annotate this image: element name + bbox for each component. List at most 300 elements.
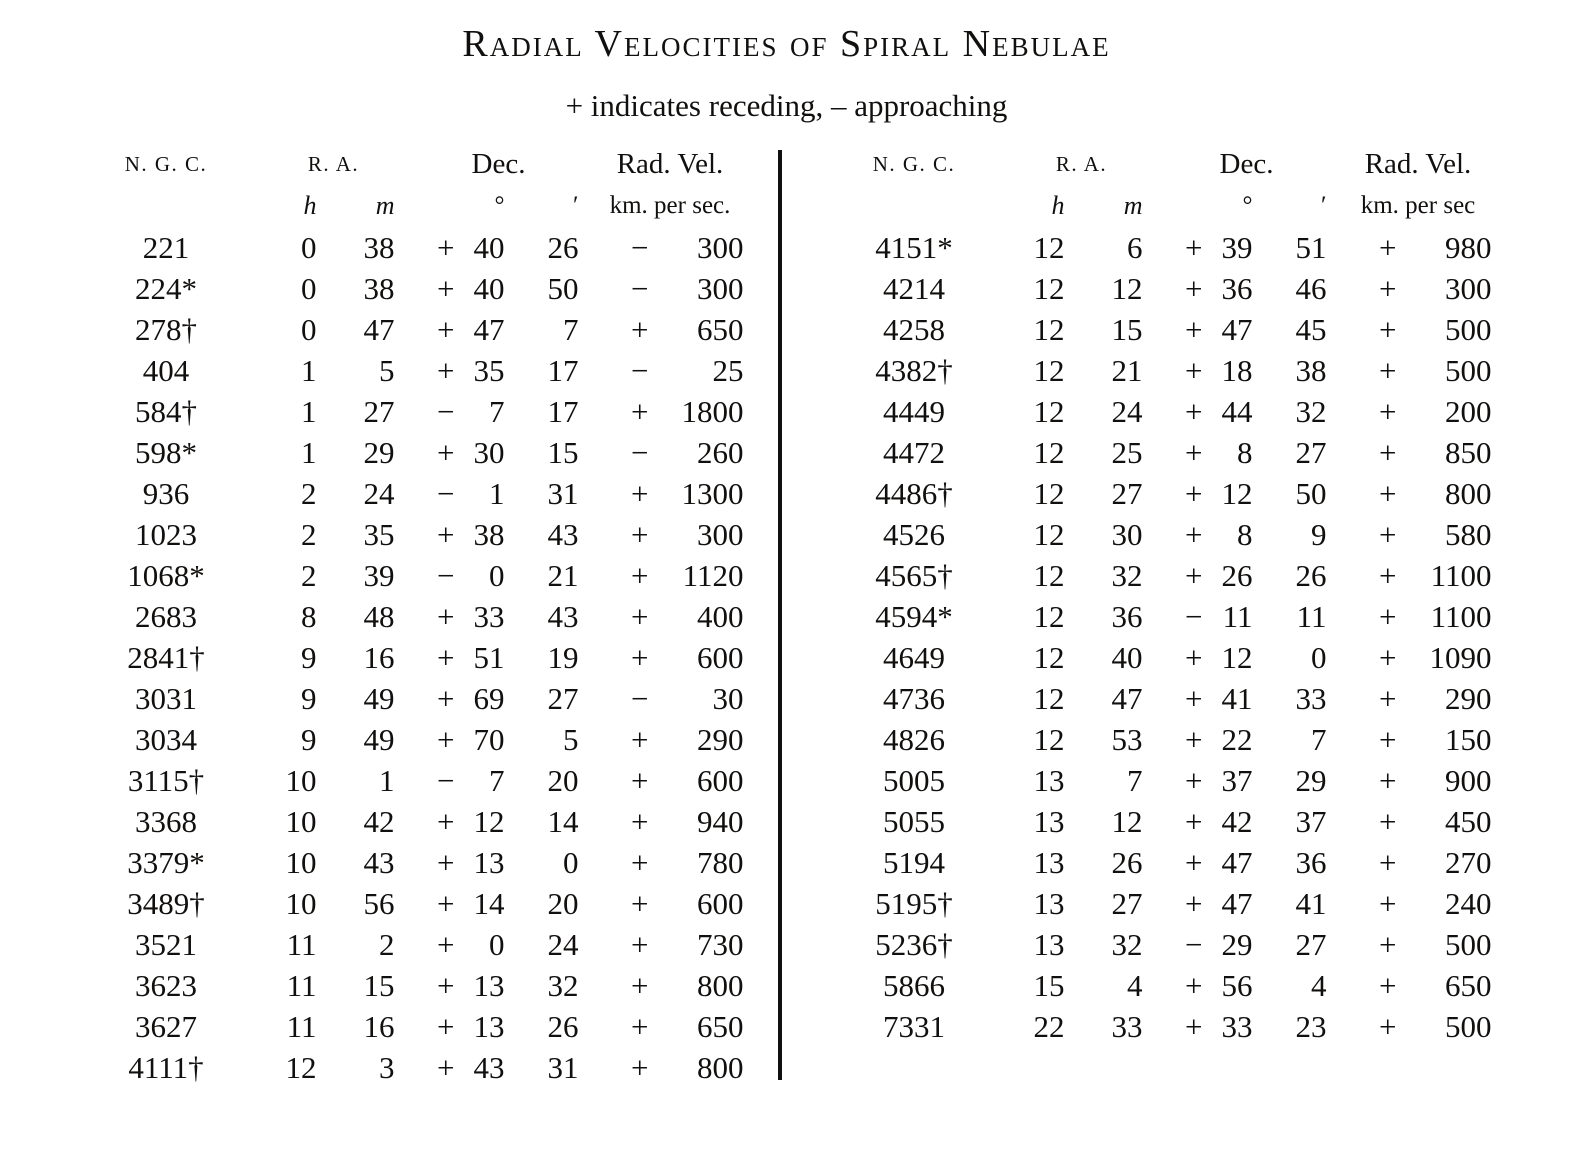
table-row	[74, 719, 752, 760]
tables-container	[0, 144, 1573, 1088]
cell-radvel-value: 1300	[681, 476, 744, 511]
table-row	[822, 555, 1500, 596]
table-row	[822, 924, 1500, 965]
cell-ngc: 4449	[883, 394, 945, 429]
cell-dec-sign: +	[437, 804, 455, 839]
table-row	[74, 309, 752, 350]
cell-ra-hours: 15	[1033, 968, 1065, 1003]
cell-dec-arcmin: 51	[1295, 230, 1327, 265]
cell-ra-hours: 10	[285, 886, 317, 921]
cell-ra-minutes: 24	[1111, 394, 1143, 429]
cell-dec-degrees: 0	[489, 927, 505, 962]
cell-radvel-value: 260	[697, 435, 744, 470]
table-row	[822, 1006, 1500, 1047]
cell-radvel-value: 500	[1445, 312, 1492, 347]
cell-ra-hours: 13	[1033, 845, 1065, 880]
cell-dec-arcmin: 26	[1295, 558, 1327, 593]
cell-ngc: 1023	[135, 517, 197, 552]
cell-dec-sign: +	[1185, 312, 1203, 347]
cell-dec-degrees: 51	[473, 640, 505, 675]
cell-ra-hours: 2	[301, 476, 317, 511]
cell-ra-hours: 12	[1033, 353, 1065, 388]
header-ra: R. A.	[1055, 152, 1108, 176]
cell-dec-arcmin: 0	[563, 845, 579, 880]
cell-dec-degrees: 41	[1221, 681, 1253, 716]
cell-radvel-sign: +	[1379, 804, 1397, 839]
cell-ngc: 598*	[135, 435, 197, 470]
cell-radvel-value: 270	[1445, 845, 1492, 880]
cell-radvel-sign: +	[1379, 968, 1397, 1003]
cell-dec-degrees: 7	[489, 394, 505, 429]
cell-ngc: 4382†	[875, 353, 953, 388]
cell-ngc: 4826	[883, 722, 945, 757]
cell-ngc: 7331	[883, 1009, 945, 1044]
cell-radvel-value: 800	[697, 1050, 744, 1085]
table-row	[822, 842, 1500, 883]
header-dec-sign	[409, 185, 455, 227]
header-ngc-sub	[74, 185, 259, 227]
cell-radvel-sign: +	[1379, 722, 1397, 757]
cell-dec-sign: +	[437, 230, 455, 265]
table-row	[74, 555, 752, 596]
right-header-row-main	[822, 144, 1500, 185]
cell-ngc: 3368	[135, 804, 197, 839]
table-row	[74, 1006, 752, 1047]
cell-ra-hours: 13	[1033, 927, 1065, 962]
cell-radvel-sign: +	[1379, 681, 1397, 716]
cell-dec-degrees: 11	[1222, 599, 1253, 634]
left-header-row-main	[74, 144, 752, 185]
cell-ra-hours: 12	[1033, 312, 1065, 347]
cell-radvel-value: 730	[697, 927, 744, 962]
cell-ra-minutes: 4	[1127, 968, 1143, 1003]
cell-ra-hours: 0	[301, 230, 317, 265]
cell-ra-hours: 12	[1033, 394, 1065, 429]
cell-ngc: 5055	[883, 804, 945, 839]
cell-radvel-sign: +	[1379, 886, 1397, 921]
cell-dec-degrees: 7	[489, 763, 505, 798]
cell-radvel-value: 240	[1445, 886, 1492, 921]
cell-dec-sign: +	[1185, 722, 1203, 757]
cell-dec-sign: +	[1185, 968, 1203, 1003]
cell-radvel-value: 300	[1445, 271, 1492, 306]
cell-dec-degrees: 36	[1221, 271, 1253, 306]
cell-radvel-sign: +	[1379, 845, 1397, 880]
table-row	[822, 268, 1500, 309]
left-table-body	[74, 227, 752, 1088]
cell-ra-minutes: 56	[363, 886, 395, 921]
cell-radvel-sign: +	[1379, 1009, 1397, 1044]
cell-dec-arcmin: 19	[547, 640, 579, 675]
cell-ra-hours: 12	[1033, 681, 1065, 716]
cell-radvel-sign: +	[631, 312, 649, 347]
table-row	[822, 391, 1500, 432]
cell-dec-arcmin: 33	[1295, 681, 1327, 716]
cell-ra-minutes: 27	[1111, 476, 1143, 511]
cell-dec-sign: −	[437, 558, 455, 593]
table-row	[74, 350, 752, 391]
table-row	[822, 432, 1500, 473]
cell-radvel-sign: +	[631, 722, 649, 757]
cell-ra-minutes: 21	[1111, 353, 1143, 388]
right-table-head	[822, 144, 1500, 227]
cell-radvel-value: 150	[1445, 722, 1492, 757]
cell-dec-sign: +	[1185, 640, 1203, 675]
cell-ra-minutes: 26	[1111, 845, 1143, 880]
table-row	[74, 924, 752, 965]
cell-dec-degrees: 13	[473, 1009, 505, 1044]
right-header-row-sub	[822, 185, 1500, 227]
cell-dec-arcmin: 23	[1295, 1009, 1327, 1044]
header-radvel: Rad. Vel.	[1364, 148, 1472, 180]
cell-dec-degrees: 39	[1221, 230, 1253, 265]
cell-dec-arcmin: 17	[547, 353, 579, 388]
cell-ra-hours: 12	[1033, 230, 1065, 265]
cell-ra-minutes: 36	[1111, 599, 1143, 634]
cell-radvel-value: 500	[1445, 927, 1492, 962]
cell-radvel-value: 400	[697, 599, 744, 634]
cell-radvel-value: 650	[1445, 968, 1492, 1003]
cell-radvel-sign: +	[1379, 312, 1397, 347]
cell-ra-hours: 2	[301, 517, 317, 552]
cell-ngc: 221	[142, 230, 190, 265]
cell-radvel-sign: −	[631, 271, 649, 306]
cell-ra-hours: 1	[301, 394, 317, 429]
cell-dec-degrees: 12	[473, 804, 505, 839]
cell-ra-minutes: 1	[379, 763, 395, 798]
column-divider	[778, 150, 782, 1080]
cell-ra-minutes: 16	[363, 640, 395, 675]
cell-dec-arcmin: 29	[1295, 763, 1327, 798]
cell-dec-degrees: 43	[473, 1050, 505, 1085]
cell-dec-sign: +	[437, 968, 455, 1003]
cell-radvel-value: 1100	[1430, 599, 1492, 634]
cell-radvel-value: 25	[712, 353, 744, 388]
cell-dec-sign: +	[437, 845, 455, 880]
table-row	[74, 514, 752, 555]
cell-dec-sign: +	[1185, 845, 1203, 880]
cell-ngc: 3115†	[127, 763, 205, 798]
table-row	[74, 1047, 752, 1088]
cell-dec-arcmin: 0	[1311, 640, 1327, 675]
cell-dec-degrees: 12	[1221, 640, 1253, 675]
cell-radvel-sign: −	[631, 230, 649, 265]
cell-radvel-sign: +	[1379, 435, 1397, 470]
cell-radvel-sign: +	[1379, 271, 1397, 306]
cell-radvel-value: 980	[1445, 230, 1492, 265]
table-row	[74, 965, 752, 1006]
cell-ra-minutes: 15	[363, 968, 395, 1003]
cell-radvel-value: 940	[697, 804, 744, 839]
cell-radvel-value: 900	[1445, 763, 1492, 798]
cell-ra-minutes: 30	[1111, 517, 1143, 552]
cell-ra-minutes: 38	[363, 271, 395, 306]
cell-dec-arcmin: 36	[1295, 845, 1327, 880]
cell-dec-degrees: 70	[473, 722, 505, 757]
cell-radvel-sign: +	[1379, 640, 1397, 675]
cell-dec-arcmin: 7	[1311, 722, 1327, 757]
cell-ra-minutes: 2	[379, 927, 395, 962]
cell-radvel-sign: −	[631, 681, 649, 716]
cell-ra-minutes: 12	[1111, 271, 1143, 306]
cell-radvel-sign: +	[1379, 763, 1397, 798]
cell-dec-sign: +	[1185, 230, 1203, 265]
cell-ngc: 4258	[883, 312, 945, 347]
cell-radvel-value: 450	[1445, 804, 1492, 839]
cell-dec-arcmin: 32	[1295, 394, 1327, 429]
table-row	[74, 678, 752, 719]
cell-ngc: 3031	[135, 681, 197, 716]
cell-dec-sign: +	[1185, 517, 1203, 552]
table-row	[822, 719, 1500, 760]
cell-radvel-sign: +	[631, 968, 649, 1003]
cell-radvel-sign: +	[631, 599, 649, 634]
cell-ngc: 3034	[135, 722, 197, 757]
cell-ra-minutes: 39	[363, 558, 395, 593]
cell-dec-sign: +	[437, 599, 455, 634]
cell-dec-arcmin: 45	[1295, 312, 1327, 347]
cell-ra-minutes: 47	[1111, 681, 1143, 716]
cell-dec-degrees: 44	[1221, 394, 1253, 429]
cell-dec-degrees: 47	[473, 312, 505, 347]
cell-ra-hours: 12	[1033, 517, 1065, 552]
cell-radvel-value: 200	[1445, 394, 1492, 429]
table-row	[74, 637, 752, 678]
cell-radvel-value: 1100	[1430, 558, 1492, 593]
header-dec-sign	[1157, 185, 1203, 227]
header-ngc: N. G. C.	[872, 152, 956, 176]
cell-radvel-sign: +	[1379, 230, 1397, 265]
cell-radvel-value: 290	[697, 722, 744, 757]
cell-ra-hours: 12	[1033, 640, 1065, 675]
cell-ra-hours: 12	[1033, 476, 1065, 511]
cell-radvel-sign: +	[1379, 558, 1397, 593]
cell-radvel-sign: +	[631, 1009, 649, 1044]
table-row	[822, 596, 1500, 637]
cell-dec-degrees: 40	[473, 230, 505, 265]
cell-radvel-sign: +	[631, 640, 649, 675]
header-radvel-units: km. per sec	[1360, 192, 1476, 219]
cell-radvel-value: 600	[697, 763, 744, 798]
header-ngc-sub	[822, 185, 1007, 227]
cell-radvel-sign: +	[631, 394, 649, 429]
cell-ra-hours: 10	[285, 845, 317, 880]
table-row	[74, 432, 752, 473]
cell-ra-hours: 12	[1033, 435, 1065, 470]
header-dec-degrees: °	[1242, 192, 1253, 219]
cell-dec-degrees: 13	[473, 968, 505, 1003]
cell-ngc: 4649	[883, 640, 945, 675]
cell-dec-arcmin: 20	[547, 763, 579, 798]
header-radvel: Rad. Vel.	[616, 148, 724, 180]
cell-ngc: 5236†	[875, 927, 953, 962]
cell-ra-minutes: 25	[1111, 435, 1143, 470]
cell-ra-minutes: 32	[1111, 927, 1143, 962]
cell-radvel-sign: +	[631, 804, 649, 839]
header-ra-minutes: m	[375, 191, 395, 220]
cell-dec-sign: +	[1185, 558, 1203, 593]
cell-ngc: 3627	[135, 1009, 197, 1044]
cell-dec-arcmin: 27	[1295, 927, 1327, 962]
cell-radvel-value: 800	[697, 968, 744, 1003]
table-row	[822, 350, 1500, 391]
cell-dec-sign: +	[1185, 763, 1203, 798]
cell-dec-sign: +	[1185, 886, 1203, 921]
cell-ra-hours: 12	[1033, 599, 1065, 634]
cell-dec-sign: +	[437, 1050, 455, 1085]
cell-dec-sign: −	[437, 763, 455, 798]
cell-radvel-sign: +	[631, 517, 649, 552]
cell-dec-sign: +	[437, 927, 455, 962]
table-row	[822, 883, 1500, 924]
cell-ngc: 4565†	[875, 558, 953, 593]
cell-dec-arcmin: 27	[1295, 435, 1327, 470]
cell-ra-minutes: 29	[363, 435, 395, 470]
cell-ra-minutes: 12	[1111, 804, 1143, 839]
cell-ngc: 584†	[135, 394, 197, 429]
page-title: Radial Velocities of Spiral Nebulae	[462, 23, 1111, 65]
cell-ra-hours: 10	[285, 763, 317, 798]
cell-ngc: 4472	[883, 435, 945, 470]
cell-dec-degrees: 1	[489, 476, 505, 511]
left-table-head	[74, 144, 752, 227]
cell-dec-arcmin: 37	[1295, 804, 1327, 839]
cell-radvel-value: 800	[1445, 476, 1492, 511]
cell-dec-arcmin: 11	[1296, 599, 1327, 634]
cell-radvel-value: 600	[697, 640, 744, 675]
cell-radvel-sign: +	[1379, 353, 1397, 388]
table-row	[822, 227, 1500, 268]
cell-dec-degrees: 26	[1221, 558, 1253, 593]
cell-dec-sign: +	[437, 271, 455, 306]
header-dec: Dec.	[471, 148, 526, 180]
table-row	[74, 391, 752, 432]
cell-ra-hours: 0	[301, 312, 317, 347]
cell-ra-hours: 12	[1033, 271, 1065, 306]
cell-radvel-sign: +	[631, 886, 649, 921]
cell-dec-sign: +	[437, 435, 455, 470]
cell-ra-hours: 12	[1033, 722, 1065, 757]
cell-dec-arcmin: 15	[547, 435, 579, 470]
cell-dec-degrees: 42	[1221, 804, 1253, 839]
cell-dec-degrees: 33	[473, 599, 505, 634]
cell-ra-hours: 11	[286, 1009, 317, 1044]
cell-radvel-sign: −	[631, 435, 649, 470]
cell-ra-hours: 13	[1033, 886, 1065, 921]
table-row	[822, 514, 1500, 555]
cell-dec-sign: +	[1185, 271, 1203, 306]
cell-dec-sign: +	[437, 681, 455, 716]
cell-dec-degrees: 22	[1221, 722, 1253, 757]
cell-radvel-sign: +	[631, 476, 649, 511]
cell-dec-degrees: 30	[473, 435, 505, 470]
cell-ra-hours: 0	[301, 271, 317, 306]
cell-dec-arcmin: 20	[547, 886, 579, 921]
cell-dec-degrees: 14	[473, 886, 505, 921]
cell-ra-hours: 13	[1033, 804, 1065, 839]
cell-dec-degrees: 47	[1221, 886, 1253, 921]
cell-dec-arcmin: 26	[547, 1009, 579, 1044]
cell-dec-sign: −	[1185, 927, 1203, 962]
cell-ngc: 5866	[883, 968, 945, 1003]
cell-dec-sign: +	[437, 517, 455, 552]
cell-dec-arcmin: 24	[547, 927, 579, 962]
header-dec: Dec.	[1219, 148, 1274, 180]
cell-radvel-value: 1800	[681, 394, 744, 429]
cell-dec-sign: −	[437, 394, 455, 429]
cell-ngc: 5194	[883, 845, 945, 880]
cell-radvel-value: 780	[697, 845, 744, 880]
cell-dec-degrees: 38	[473, 517, 505, 552]
cell-dec-degrees: 40	[473, 271, 505, 306]
header-ra-hours: h	[303, 191, 317, 220]
cell-ra-minutes: 42	[363, 804, 395, 839]
cell-dec-degrees: 8	[1237, 435, 1253, 470]
cell-radvel-value: 1120	[682, 558, 744, 593]
cell-dec-sign: +	[1185, 353, 1203, 388]
cell-dec-degrees: 0	[489, 558, 505, 593]
cell-ra-hours: 13	[1033, 763, 1065, 798]
cell-ra-minutes: 38	[363, 230, 395, 265]
cell-dec-sign: +	[437, 640, 455, 675]
left-header-row-sub	[74, 185, 752, 227]
cell-dec-sign: +	[437, 886, 455, 921]
cell-ra-minutes: 33	[1111, 1009, 1143, 1044]
table-row	[822, 637, 1500, 678]
cell-ra-minutes: 3	[379, 1050, 395, 1085]
cell-dec-arcmin: 9	[1311, 517, 1327, 552]
cell-ra-minutes: 27	[363, 394, 395, 429]
cell-radvel-value: 300	[697, 230, 744, 265]
table-row	[822, 965, 1500, 1006]
cell-ngc: 5005	[883, 763, 945, 798]
cell-ngc: 4214	[883, 271, 945, 306]
cell-radvel-sign: −	[631, 353, 649, 388]
cell-radvel-value: 290	[1445, 681, 1492, 716]
cell-ra-minutes: 47	[363, 312, 395, 347]
cell-ra-minutes: 24	[363, 476, 395, 511]
page-subtitle: + indicates receding, – approaching	[565, 88, 1008, 123]
cell-ra-minutes: 49	[363, 722, 395, 757]
cell-ra-hours: 12	[1033, 558, 1065, 593]
cell-ngc: 4486†	[875, 476, 953, 511]
cell-dec-sign: +	[1185, 476, 1203, 511]
cell-ngc: 4111†	[128, 1050, 204, 1085]
table-row	[822, 801, 1500, 842]
cell-dec-arcmin: 50	[547, 271, 579, 306]
header-ra-hours: h	[1051, 191, 1065, 220]
cell-dec-arcmin: 50	[1295, 476, 1327, 511]
table-row	[74, 596, 752, 637]
table-row	[74, 883, 752, 924]
cell-ra-hours: 11	[286, 927, 317, 962]
cell-dec-degrees: 12	[1221, 476, 1253, 511]
cell-ra-minutes: 16	[363, 1009, 395, 1044]
cell-ra-hours: 9	[301, 722, 317, 757]
cell-radvel-sign: +	[1379, 476, 1397, 511]
cell-ngc: 4151*	[875, 230, 953, 265]
header-dec-arcmin: ′	[573, 192, 579, 219]
cell-radvel-sign: +	[1379, 599, 1397, 634]
table-row	[74, 801, 752, 842]
cell-dec-degrees: 18	[1221, 353, 1253, 388]
cell-ra-hours: 2	[301, 558, 317, 593]
cell-ra-hours: 10	[285, 804, 317, 839]
cell-radvel-value: 500	[1445, 353, 1492, 388]
cell-ngc: 2683	[135, 599, 197, 634]
cell-dec-arcmin: 21	[547, 558, 579, 593]
cell-dec-sign: +	[437, 1009, 455, 1044]
